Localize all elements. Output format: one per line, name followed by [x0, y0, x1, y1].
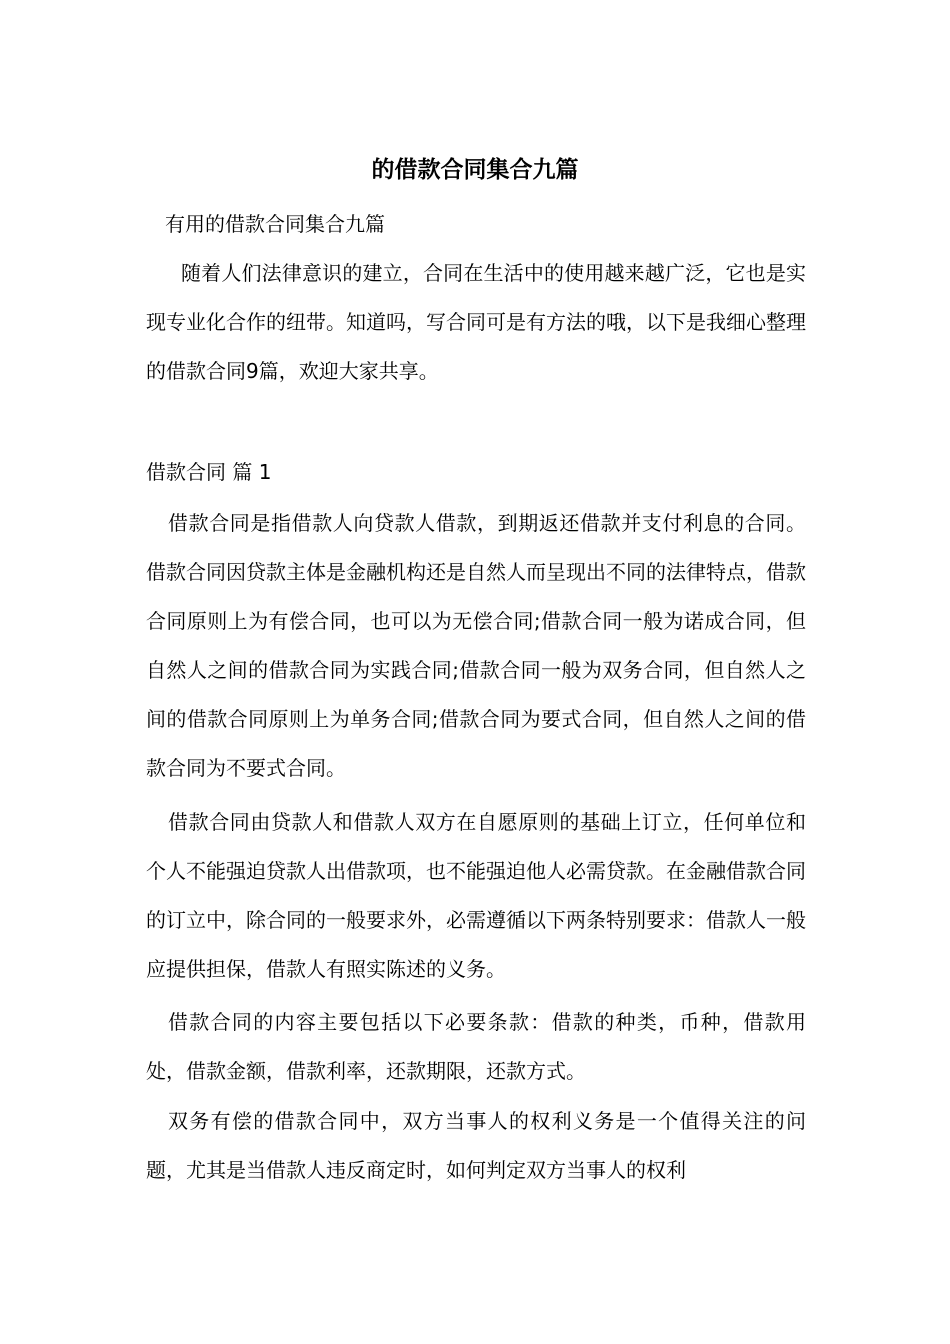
section-heading: 借款合同 篇 1 — [146, 460, 272, 484]
body-paragraph-2: 借款合同由贷款人和借款人双方在自愿原则的基础上订立，任何单位和个人不能强迫贷款人出借款项，也不能强迫他人必需贷款。在金融借款合同的订立中，除合同的一般要求外，必需遵循以下两条特别要求：借款人一般应提供担保，借款人有照实陈述的义务。 — [146, 810, 806, 981]
body-paragraph-3: 借款合同的内容主要包括以下必要条款：借款的种类，币种，借款用处，借款金额，借款利率，还款期限，还款方式。 — [146, 1010, 806, 1083]
body-paragraph-1: 借款合同是指借款人向贷款人借款，到期返还借款并支付利息的合同。借款合同因贷款主体是金融机构还是自然人而呈现出不同的法律特点，借款合同原则上为有偿合同，也可以为无偿合同;借款合同一般为诺成合同，但自然人之间的借款合同为实践合同;借款合同一般为双务合同，但自然人之间的借款合同原则上为单务合同;借款合同为要式合同，但自然人之间的借款合同为不要式合同。 — [146, 511, 806, 780]
document-title: 的借款合同集合九篇 — [371, 157, 579, 183]
document-subtitle: 有用的借款合同集合九篇 — [165, 212, 385, 236]
intro-paragraph: 随着人们法律意识的建立，合同在生活中的使用越来越广泛，它也是实现专业化合作的纽带。知道吗，写合同可是有方法的哦，以下是我细心整理的借款合同9篇，欢迎大家共享。 — [146, 261, 806, 383]
body-paragraph-4: 双务有偿的借款合同中，双方当事人的权利义务是一个值得关注的问题，尤其是当借款人违反商定时，如何判定双方当事人的权利 — [146, 1109, 806, 1182]
